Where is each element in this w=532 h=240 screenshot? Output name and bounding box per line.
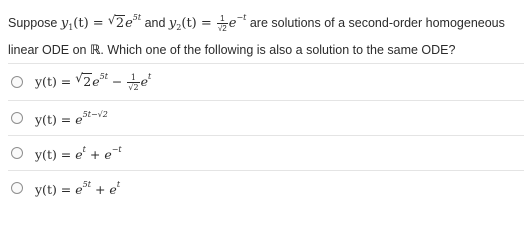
- question-rest-3: . Which one of the following is also a solution to the same ODE?: [100, 43, 456, 57]
- option-2-label: $y(t) = e^{5t-√2}$: [35, 109, 108, 127]
- domain-symbol: ℝ: [89, 43, 101, 58]
- sqrt-sign-icon: √: [107, 13, 116, 27]
- sqrt-sign-icon: √: [217, 24, 223, 34]
- radio-button-4[interactable]: [11, 182, 23, 194]
- sqrt-sign-icon: √: [128, 83, 134, 92]
- and-text: and: [141, 16, 169, 30]
- option-3[interactable]: [8, 136, 524, 171]
- y1-symbol: y: [60, 16, 69, 31]
- y1-e: e: [125, 16, 133, 31]
- y1-exponent: 5t: [132, 13, 142, 22]
- y1-subscript: 1: [68, 23, 74, 32]
- y2-argument: (t) =: [181, 16, 216, 31]
- radio-button-3[interactable]: [11, 147, 23, 159]
- option-1[interactable]: [8, 63, 524, 101]
- option-4-label: $y(t) = e^{5t} + e^t$: [35, 179, 121, 197]
- y1-argument: (t) =: [73, 16, 108, 31]
- y1-sqrt: √ 2: [108, 12, 125, 35]
- option-1-label: y(t) = √ $2e^{5t}$ − $\frac{1}{√2}$ $e^t$: [35, 71, 152, 92]
- y2-subscript: 2: [176, 23, 182, 32]
- question-line-1: [8, 6, 524, 39]
- radio-button-1[interactable]: [11, 76, 23, 88]
- y2-fraction: $\frac{1}{√2}$: [217, 14, 227, 34]
- radio-button-2[interactable]: [11, 112, 23, 124]
- answer-options: [8, 63, 524, 205]
- option-2[interactable]: [8, 101, 524, 136]
- y2-exponent: −t: [236, 13, 247, 22]
- y2-e: e: [228, 16, 237, 31]
- y2-symbol: y: [168, 16, 177, 31]
- sqrt-sign-icon: √: [75, 71, 83, 85]
- question-rest-2: linear ODE on: [8, 43, 90, 57]
- question-line-2: [8, 39, 524, 62]
- question-intro: Suppose: [8, 16, 61, 30]
- question-rest-1: are solutions of a second-order homogeneous: [246, 16, 505, 30]
- option-4[interactable]: [8, 171, 524, 205]
- question-text: [8, 6, 524, 62]
- option-3-label: $y(t) = e^t + e^{-t}$: [35, 144, 122, 162]
